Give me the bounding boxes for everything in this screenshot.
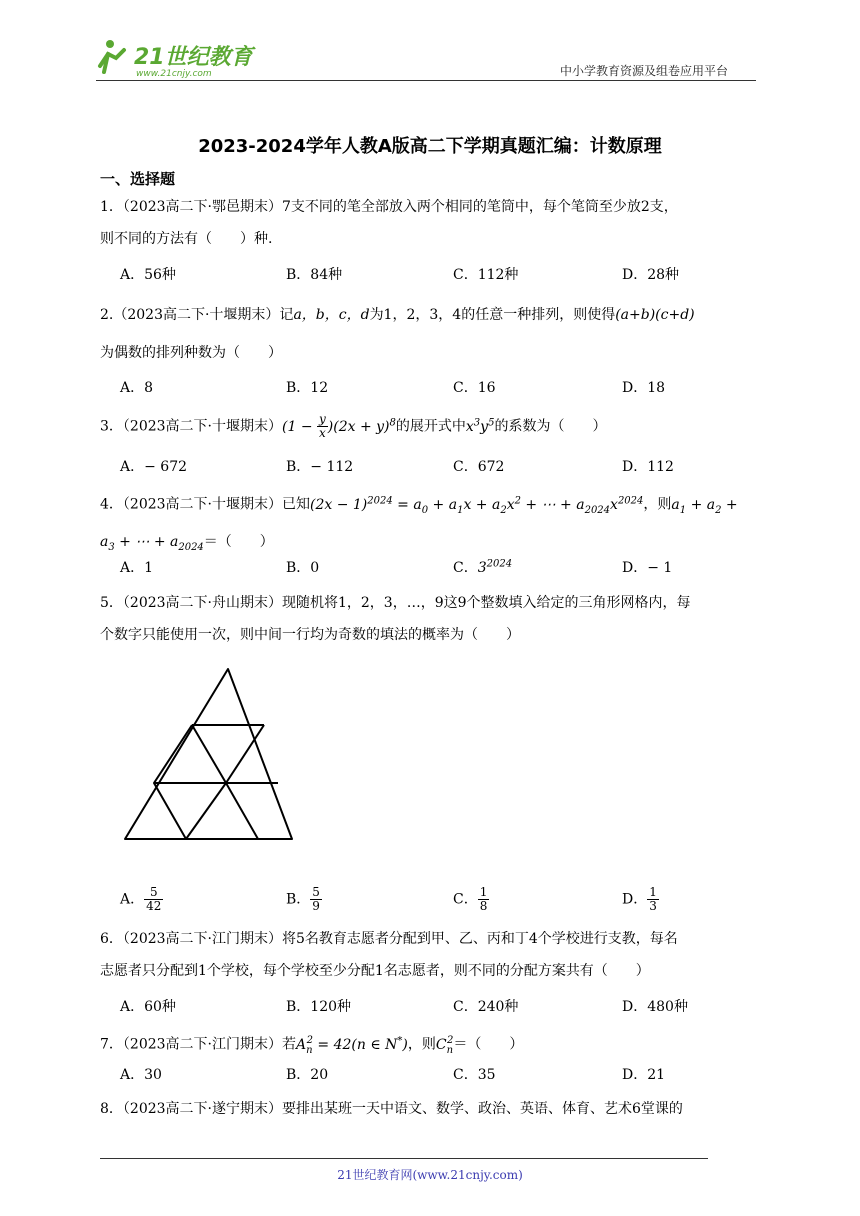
q3-text2: 的系数为（ ）	[494, 418, 607, 435]
q7-formula: $A_n^2 = 42(n$ ∈ N*)	[296, 1035, 408, 1056]
runner-icon	[100, 40, 124, 72]
question-5-line1: 5．（2023高二下·舟山期末）现随机将1，2，3，…，9这9个整数填入给定的三角形网格内，每	[100, 595, 691, 611]
question-5-line2: 个数字只能使用一次，则中间一行均为奇数的填法的概率为（ ）	[100, 627, 520, 643]
option-c: C．672	[453, 459, 505, 475]
question-6-options	[120, 996, 760, 1018]
q7-target: $C_n^2$	[435, 1035, 454, 1056]
option-d: D．18	[622, 380, 666, 396]
option-c: C． $\frac{1}{8}$	[453, 885, 488, 913]
option-d: D．28种	[622, 267, 680, 283]
q2-text: 为1，2，3，4的任意一种排列，则使得	[369, 307, 616, 323]
q4-prefix: 4．（2023高二下·十堰期末）已知	[100, 496, 310, 513]
option-c: C．35	[453, 1067, 496, 1083]
q3-prefix: 3．（2023高二下·十堰期末）	[100, 418, 282, 435]
option-b: B． $\frac{5}{9}$	[286, 885, 320, 913]
question-6-line2: 志愿者只分配到1个学校，每个学校至少分配1名志愿者，则不同的分配方案共有（ ）	[100, 963, 650, 979]
option-a: A．56种	[120, 267, 176, 283]
option-a: A．− 672	[120, 459, 188, 475]
option-d: D．21	[622, 1067, 666, 1083]
option-b: B．0	[286, 560, 320, 576]
option-b: B．84种	[286, 267, 343, 283]
option-c: C．112种	[453, 267, 519, 283]
option-c: C．240种	[453, 999, 519, 1015]
q2-prefix: 2.（2023高二下·十堰期末）记	[100, 307, 294, 323]
option-d: D．112	[622, 459, 674, 475]
triangle-grid-figure	[120, 665, 300, 845]
question-2-options	[120, 377, 760, 399]
header-platform-label: 中小学教育资源及组卷应用平台	[560, 64, 729, 78]
question-4	[100, 490, 770, 559]
option-b: B．− 112	[286, 459, 354, 475]
q3-text: 的展开式中	[395, 418, 466, 435]
question-7-options	[120, 1064, 760, 1086]
option-d: D． $\frac{1}{3}$	[622, 885, 657, 913]
question-8-line1: 8．（2023高二下·遂宁期末）要排出某班一天中语文、数学、政治、英语、体育、艺术6堂课的	[100, 1101, 683, 1117]
q7-text2: ＝（ ）	[453, 1036, 524, 1053]
q3-formula: (1 − $\frac{y}{x}$ )$(2x + y)^8$	[282, 412, 396, 441]
option-b: B．120种	[286, 999, 352, 1015]
question-8	[100, 1098, 770, 1120]
option-b: B．20	[286, 1067, 329, 1083]
q7-prefix: 7．（2023高二下·江门期末）若	[100, 1036, 296, 1053]
option-d: D．480种	[622, 999, 688, 1015]
header-divider	[96, 80, 756, 81]
q3-term: $x^3y^5$	[465, 417, 495, 435]
option-b: B．12	[286, 380, 329, 396]
question-2-line2: 为偶数的排列种数为（ ）	[100, 345, 282, 361]
option-a: A．8	[120, 380, 154, 396]
q4-formula: $(2x - 1)^{2024} = a_0 + a_1x + a_2x^2$ + ⋯ + $a_{2024}x^{2024}$	[310, 495, 644, 516]
section-heading: 一、选择题	[100, 170, 176, 188]
question-1	[100, 196, 770, 250]
question-5-options	[120, 886, 760, 916]
question-1-options	[120, 264, 760, 286]
logo	[96, 36, 266, 80]
option-a: A．1	[120, 560, 154, 576]
question-4-options	[120, 557, 760, 579]
q4-sum-start: $a_1 + a_2$ +	[671, 496, 738, 516]
question-6	[100, 928, 770, 982]
q2-expr: (a+b)(c+d)	[615, 307, 695, 323]
question-5	[100, 592, 770, 646]
option-d: D．− 1	[622, 560, 673, 576]
q2-vars: a，b，c，d	[293, 307, 370, 323]
logo-url: www.21cnjy.com	[136, 69, 212, 79]
footer-divider	[100, 1158, 708, 1159]
option-a: A．30	[120, 1067, 162, 1083]
logo-text: 21世纪教育	[134, 45, 253, 70]
page-title: 2023-2024学年人教A版高二下学期真题汇编：计数原理	[198, 136, 662, 157]
option-c: C．$3^{2024}$	[453, 558, 513, 576]
question-1-line1: 1．（2023高二下·鄂邑期末）7支不同的笔全部放入两个相同的笔筒中，每个笔筒至少放2支，	[100, 199, 678, 215]
q4-sum-end: $a_3$ + ⋯ + $a_{2024}$	[100, 534, 204, 554]
option-a: A． $\frac{5}{42}$	[120, 885, 162, 913]
option-a: A．60种	[120, 999, 176, 1015]
q7-text: ，则	[407, 1036, 436, 1053]
q4-text: ，则	[643, 496, 672, 513]
question-3-options	[120, 456, 760, 478]
option-c: C．16	[453, 380, 496, 396]
question-1-line2: 则不同的方法有（ ）种.	[100, 231, 273, 247]
question-6-line1: 6．（2023高二下·江门期末）将5名教育志愿者分配到甲、乙、丙和丁4个学校进行支教，每名	[100, 931, 678, 947]
question-3	[100, 412, 770, 440]
question-2	[100, 304, 770, 364]
q4-text2: ＝（ ）	[203, 534, 274, 551]
footer-link[interactable]: 21世纪教育网(www.21cnjy.com)	[337, 1168, 523, 1182]
question-7	[100, 1030, 770, 1061]
